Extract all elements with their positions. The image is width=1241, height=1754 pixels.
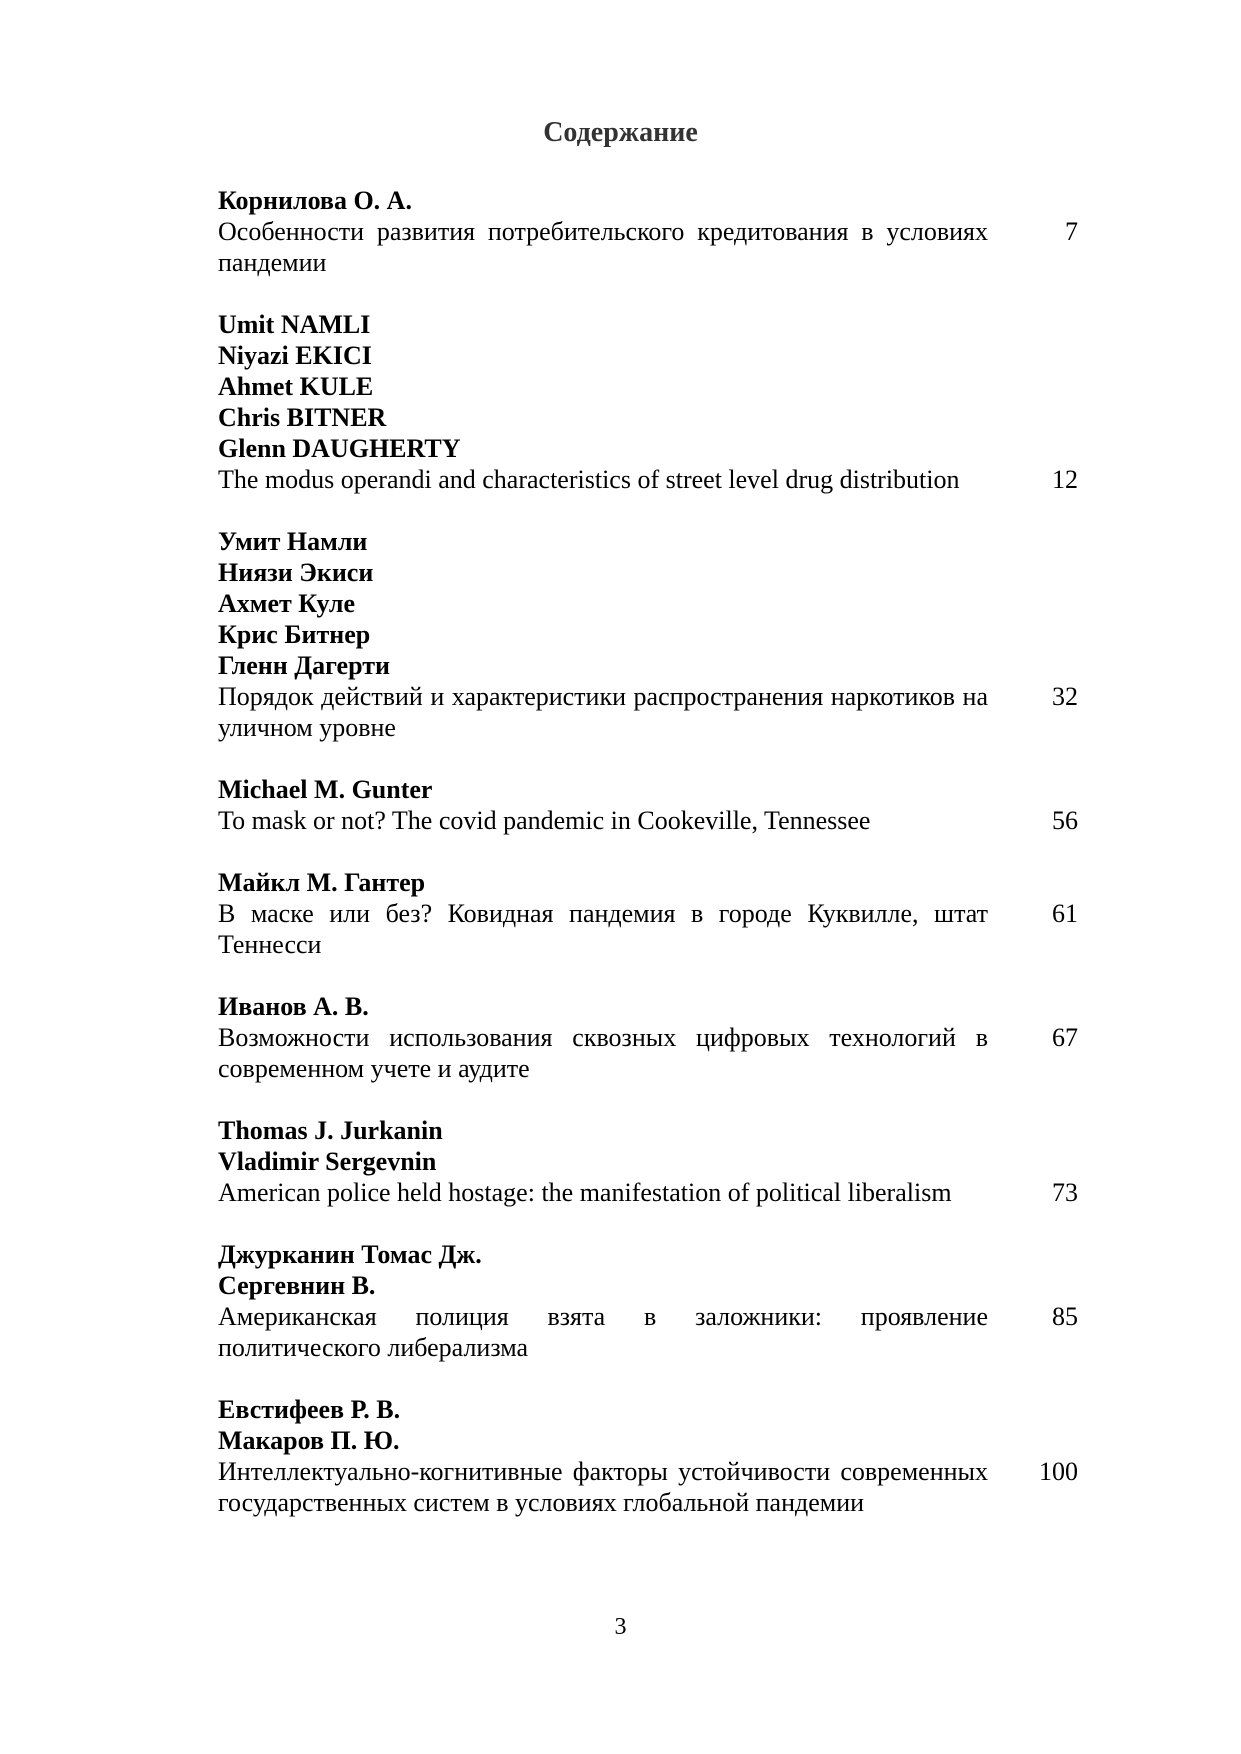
page-number: 3 [614, 1614, 627, 1640]
entry-author: Ахмет Куле [218, 589, 355, 618]
entry-author: Chris BITNER [218, 403, 387, 432]
entry-title: Порядок действий и характеристики распространения наркотиков на уличном уровне [218, 682, 988, 742]
entry-author: Umit NAMLI [218, 310, 371, 339]
entry-line [218, 681, 1078, 743]
entry-line [218, 216, 1078, 278]
entry-author: Умит Намли [218, 527, 368, 556]
entry-author: Иванов А. В. [218, 992, 369, 1021]
toc-entry [218, 309, 1078, 495]
toc-entry [218, 774, 1078, 836]
page-title: Содержание [543, 117, 698, 148]
entry-author: Vladimir Sergevnin [218, 1147, 437, 1176]
toc-entry [218, 867, 1078, 960]
entry-page: 67 [1052, 1023, 1078, 1052]
toc-entry [218, 526, 1078, 743]
entry-line [218, 1177, 1078, 1208]
entry-title: The modus operandi and characteristics of street level drug distribution [218, 465, 960, 494]
entry-author: Niyazi EKICI [218, 341, 372, 370]
entry-author: Майкл М. Гантер [218, 868, 426, 897]
entry-title: В маске или без? Ковидная пандемия в городе Куквилле, штат Теннесси [218, 899, 988, 959]
toc-entry [218, 1394, 1078, 1518]
entry-line [218, 805, 1078, 836]
toc-entry [218, 185, 1078, 278]
entry-page: 85 [1052, 1302, 1078, 1331]
entry-author: Ниязи Экиси [218, 558, 374, 587]
entry-author: Гленн Дагерти [218, 651, 390, 680]
entry-page: 56 [1052, 806, 1078, 835]
entry-page: 7 [1065, 217, 1078, 246]
entry-author: Michael M. Gunter [218, 775, 433, 804]
toc-entry [218, 1115, 1078, 1208]
entry-author: Корнилова О. А. [218, 186, 412, 215]
toc-entry [218, 1239, 1078, 1363]
toc-entry [218, 991, 1078, 1084]
entry-author: Ahmet KULE [218, 372, 374, 401]
entry-title: Интеллектуально-когнитивные факторы устойчивости современных государственных систем в условиях глобальной пандемии [218, 1457, 988, 1517]
entry-author: Джурканин Томас Дж. [218, 1240, 482, 1269]
entry-page: 100 [1039, 1457, 1078, 1486]
entry-line [218, 464, 1078, 495]
entry-title: Американская полиция взята в заложники: проявление политического либерализма [218, 1302, 988, 1362]
entry-page: 32 [1052, 682, 1078, 711]
entry-line [218, 898, 1078, 960]
entry-author: Glenn DAUGHERTY [218, 434, 461, 463]
entry-line [218, 1022, 1078, 1084]
entry-author: Макаров П. Ю. [218, 1426, 400, 1455]
entry-title: To mask or not? The covid pandemic in Cookeville, Tennessee [218, 806, 871, 835]
entry-line [218, 1301, 1078, 1363]
entry-page: 61 [1052, 899, 1078, 928]
entry-author: Сергевнин В. [218, 1271, 376, 1300]
entry-line [218, 1456, 1078, 1518]
entry-author: Евстифеев Р. В. [218, 1395, 401, 1424]
entry-title: Возможности использования сквозных цифровых технологий в современном учете и аудите [218, 1023, 988, 1083]
entry-page: 12 [1052, 465, 1078, 494]
entry-page: 73 [1052, 1178, 1078, 1207]
entry-author: Крис Битнер [218, 620, 371, 649]
table-of-contents [218, 185, 1078, 1549]
entry-title: American police held hostage: the manifestation of political liberalism [218, 1178, 952, 1207]
entry-title: Особенности развития потребительского кредитования в условиях пандемии [218, 217, 988, 277]
entry-author: Thomas J. Jurkanin [218, 1116, 443, 1145]
